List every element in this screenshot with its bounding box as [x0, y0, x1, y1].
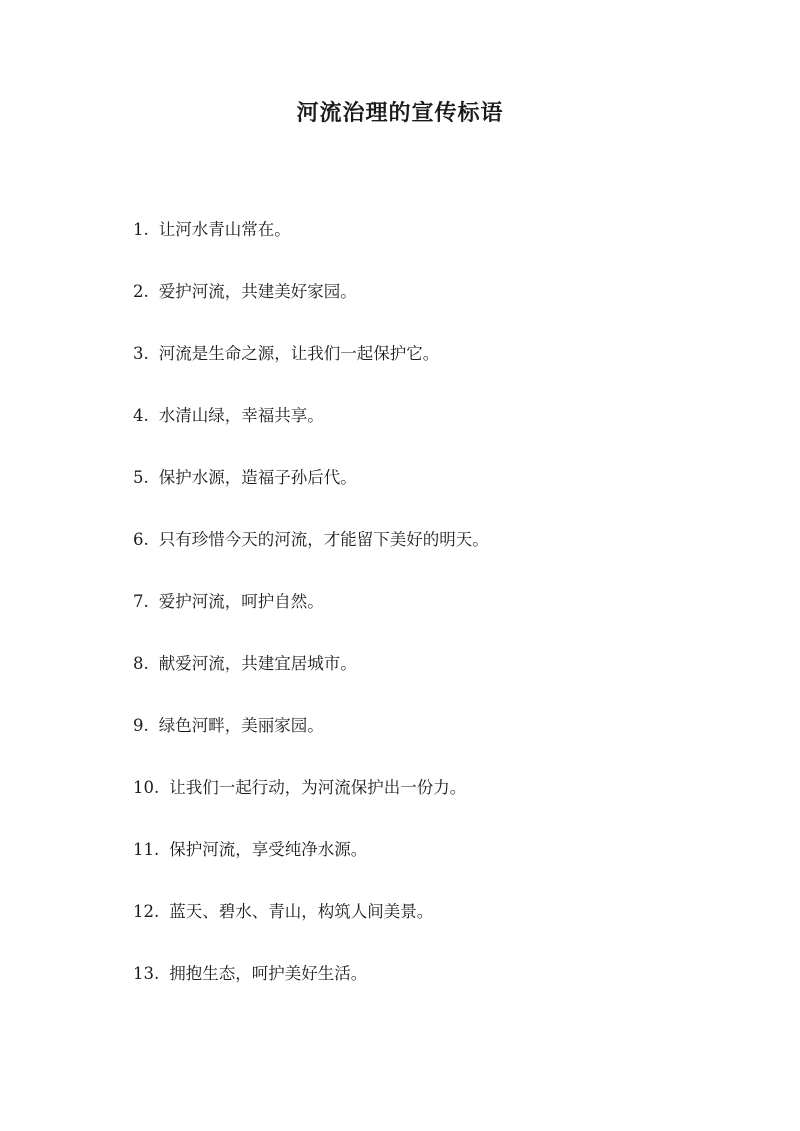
item-number: 7.	[133, 592, 149, 611]
item-text: 蓝天、碧水、青山，构筑人间美景。	[169, 902, 434, 921]
item-number: 8.	[133, 654, 149, 673]
item-text: 拥抱生态，呵护美好生活。	[169, 964, 368, 983]
item-text: 绿色河畔，美丽家园。	[158, 716, 324, 735]
item-text: 保护河流，享受纯净水源。	[169, 840, 368, 859]
slogan-list	[133, 215, 489, 1021]
item-number: 12.	[133, 902, 160, 921]
item-number: 9.	[133, 716, 149, 735]
item-text: 河流是生命之源，让我们一起保护它。	[158, 344, 440, 363]
list-item	[133, 649, 489, 711]
item-text: 水清山绿，幸福共享。	[158, 406, 324, 425]
item-number: 3.	[133, 344, 149, 363]
list-item	[133, 215, 489, 277]
item-text: 让河水青山常在。	[158, 220, 291, 239]
list-item	[133, 463, 489, 525]
item-text: 爱护河流，呵护自然。	[158, 592, 324, 611]
list-item	[133, 959, 489, 1021]
item-text: 献爱河流，共建宜居城市。	[158, 654, 357, 673]
item-number: 1.	[133, 220, 149, 239]
item-number: 6.	[133, 530, 149, 549]
item-number: 4.	[133, 406, 149, 425]
list-item	[133, 401, 489, 463]
list-item	[133, 587, 489, 649]
item-text: 爱护河流，共建美好家园。	[158, 282, 357, 301]
item-text: 让我们一起行动，为河流保护出一份力。	[169, 778, 467, 797]
list-item	[133, 277, 489, 339]
item-number: 2.	[133, 282, 149, 301]
list-item	[133, 897, 489, 959]
item-number: 10.	[133, 778, 160, 797]
item-number: 13.	[133, 964, 160, 983]
item-text: 保护水源，造福子孙后代。	[158, 468, 357, 487]
document-title: 河流治理的宣传标语	[296, 100, 504, 126]
item-number: 11.	[133, 840, 160, 859]
list-item	[133, 711, 489, 773]
item-number: 5.	[133, 468, 149, 487]
list-item	[133, 525, 489, 587]
list-item	[133, 773, 489, 835]
item-text: 只有珍惜今天的河流，才能留下美好的明天。	[158, 530, 489, 549]
list-item	[133, 835, 489, 897]
list-item	[133, 339, 489, 401]
